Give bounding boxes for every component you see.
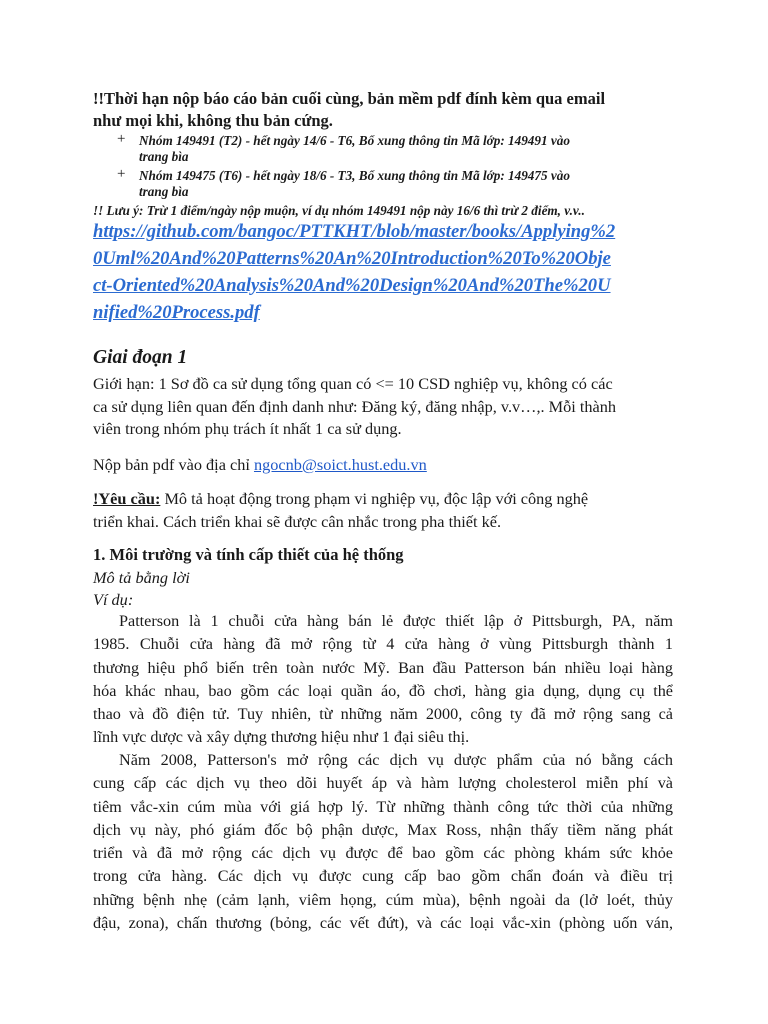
section-heading: 1. Môi trường và tính cấp thiết của hệ thống — [93, 545, 404, 564]
submit-prefix: Nộp bản pdf vào địa chỉ — [93, 455, 254, 474]
paragraph-line: thương hiệu phổ biến trên toàn nước Mỹ. Ban đầu Patterson bán nhiều loại hàng — [93, 658, 673, 677]
deadline-title-line2: như mọi khi, không thu bản cứng. — [93, 111, 333, 130]
phase-limit-line: Giới hạn: 1 Sơ đồ ca sử dụng tổng quan có <= 10 CSD nghiệp vụ, không có các — [93, 374, 613, 393]
bullet-marker: + — [117, 166, 126, 182]
paragraph-line: triển và đã mở rộng các dịch vụ được để bao gồm các phòng khám sức khỏe — [93, 844, 673, 863]
paragraph-line: 1985. Chuỗi cửa hàng đã mở rộng từ 4 cửa hàng ở vùng Pittsburgh thành 1 — [93, 635, 673, 654]
paragraph-line: Năm 2008, Patterson's mở rộng các dịch vụ dược phẩm của nó bằng cách — [119, 751, 673, 769]
late-penalty-note: !! Lưu ý: Trừ 1 điểm/ngày nộp muộn, ví dụ nhóm 149491 nộp này 16/6 thì trừ 2 điểm, v.v.. — [93, 203, 585, 218]
paragraph-line: tiêm vắc-xin cúm mùa với giá hợp lý. Từ những thành công tức thời của những — [93, 797, 673, 816]
paragraph-line: dịch vụ này, phó giám đốc bộ phận dược, Max Ross, nhận thấy tiềm năng phát — [93, 820, 673, 839]
deadline-title-line1: !!Thời hạn nộp báo cáo bản cuối cùng, bản mềm pdf đính kèm qua email — [93, 89, 606, 108]
bullet-marker: + — [117, 131, 126, 147]
paragraph-line: trong cửa hàng. Các dịch vụ được cung cấp bao gồm chẩn đoán và điều trị — [93, 867, 673, 886]
deadline-item-1-line1: Nhóm 149491 (T2) - hết ngày 14/6 - T6, Bổ xung thông tin Mã lớp: 149491 vào — [139, 133, 570, 148]
example-paragraph-1 — [93, 610, 673, 750]
paragraph-line: thao và đồ điện tử. Tuy nhiên, từ những năm 2000, công ty đã mở rộng sang cả — [93, 705, 673, 724]
submit-email-link[interactable]: ngocnb@soict.hust.edu.vn — [253, 455, 427, 474]
book-link-line[interactable]: nified%20Process.pdf — [93, 302, 260, 323]
phase-limit-line: viên trong nhóm phụ trách ít nhất 1 ca sử dụng. — [93, 419, 402, 438]
section-subtitle: Mô tả bằng lời — [93, 568, 190, 587]
phase-heading: Giai đoạn 1 — [93, 347, 188, 368]
example-paragraph-2 — [93, 749, 673, 935]
paragraph-line: cung cấp các dịch vụ theo dõi huyết áp và hàm lượng cholesterol miễn phí và — [93, 774, 673, 793]
phase-limit-line: ca sử dụng liên quan đến định danh như: Đăng ký, đăng nhập, v.v…,. Mỗi thành — [93, 396, 617, 416]
phase-limit — [93, 373, 616, 441]
deadline-item-2-line2: trang bìa — [139, 184, 189, 199]
book-link-line[interactable]: https://github.com/bangoc/PTTKHT/blob/master/books/Applying%2 — [93, 221, 616, 242]
paragraph-line: đậu, zona), chấn thương (bỏng, các vết đứt), và các loại vắc-xin (phòng uốn ván, — [93, 914, 673, 933]
requirement-text: Mô tả hoạt động trong phạm vi nghiệp vụ, độc lập với công nghệ — [160, 489, 589, 508]
book-link[interactable] — [93, 218, 615, 326]
requirement-block — [93, 488, 588, 533]
paragraph-line: hóa khác nhau, bao gồm các loại quần áo, đồ chơi, hàng gia dụng, dụng cụ thể — [93, 681, 673, 700]
book-link-line[interactable]: 0Uml%20And%20Patterns%20An%20Introduction%20To%20Obje — [93, 248, 611, 269]
paragraph-line: những bệnh nhẹ (cảm lạnh, viêm họng, cúm mùa), bệnh ngoài da (lở loét, thủy — [93, 890, 673, 909]
book-link-line[interactable]: ct-Oriented%20Analysis%20And%20Design%20And%20The%20U — [93, 275, 611, 296]
requirement-text-line2: triển khai. Cách triển khai sẽ được cân nhắc trong pha thiết kế. — [93, 511, 502, 531]
deadline-item-1-line2: trang bìa — [139, 149, 189, 164]
paragraph-line: Patterson là 1 chuỗi cửa hàng bán lẻ được thiết lập ở Pittsburgh, PA, năm — [119, 612, 673, 630]
paragraph-line: lĩnh vực dược và xây dựng thương hiệu như 1 đại siêu thị. — [93, 728, 470, 747]
example-label: Ví dụ: — [93, 590, 134, 609]
requirement-label: !Yêu cầu: — [93, 489, 161, 508]
submit-address — [93, 454, 427, 477]
deadline-item-2-line1: Nhóm 149475 (T6) - hết ngày 18/6 - T3, Bổ xung thông tin Mã lớp: 149475 vào — [139, 168, 570, 183]
